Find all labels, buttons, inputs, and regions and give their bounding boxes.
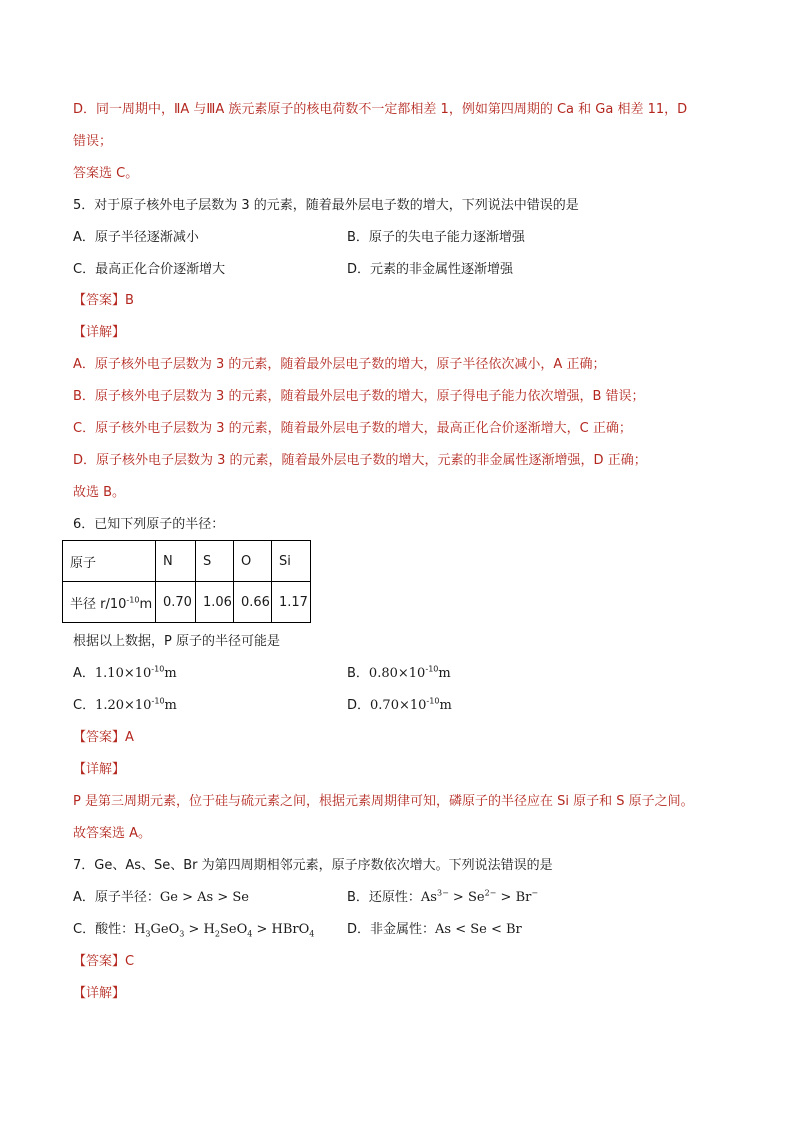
q7-option-d: D．非金属性：As < Se < Br <box>347 922 522 937</box>
q6-detail: P 是第三周期元素，位于硅与硫元素之间，根据元素周期律可知，磷原子的半径应在 Si 原子和 S 原子之间。 <box>73 794 694 809</box>
q6-answer-tag: 【答案】 <box>73 730 126 745</box>
q5-answer-line <box>73 292 134 310</box>
table-header-atom: 原子 <box>63 541 156 582</box>
q6-option-b: B．$0.80\times 10^{-10}m$ <box>347 664 451 681</box>
table-row <box>63 582 311 623</box>
q6-option-c: C．$1.20\times 10^{-10}m$ <box>73 696 177 713</box>
table-header-radius: 半径 $r/10^{-10}m$ <box>63 582 156 623</box>
q5-option-d: D．元素的非金属性逐渐增强 <box>347 262 514 277</box>
q6-follow: 根据以上数据，P 原子的半径可能是 <box>73 634 280 649</box>
q7-stem: 7．Ge、As、Se、Br 为第四周期相邻元素，原子序数依次增大。下列说法错误的是 <box>73 858 553 873</box>
prev-option-d-line1: D．同一周期中，ⅡA 与ⅢA 族元素原子的核电荷数不一定都相差 1，例如第四周期的 Ca 和 Ga 相差 11，D <box>73 102 688 117</box>
table-cell-atom: O <box>234 541 272 582</box>
q6-option-a: A．$1.10\times 10^{-10}m$ <box>73 664 177 681</box>
q7-option-a: A．原子半径：Ge > As > Se <box>73 890 249 905</box>
q5-option-c: C．最高正化合价逐渐增大 <box>73 262 226 277</box>
q7-answer-tag: 【答案】 <box>73 954 126 969</box>
q5-option-b: B．原子的失电子能力逐渐增强 <box>347 230 525 245</box>
q5-conclusion: 故选 B。 <box>73 485 126 500</box>
q5-option-a: A．原子半径逐渐减小 <box>73 230 199 245</box>
q6-answer: A <box>125 730 134 745</box>
table-cell-radius: 1.17 <box>272 582 311 623</box>
atomic-radius-table <box>62 540 311 623</box>
q6-option-d: D．$0.70\times 10^{-10}m$ <box>347 696 452 713</box>
q6-stem: 6．已知下列原子的半径： <box>73 517 225 532</box>
q5-answer: B <box>125 293 134 308</box>
q5-detail-b: B．原子核外电子层数为 3 的元素，随着最外层电子数的增大，原子得电子能力依次增强，B 错误； <box>73 389 645 404</box>
table-row <box>63 541 311 582</box>
table-cell-atom: N <box>156 541 196 582</box>
table-cell-atom: S <box>196 541 234 582</box>
table-cell-radius: 1.06 <box>196 582 234 623</box>
table-cell-atom: Si <box>272 541 311 582</box>
table-cell-radius: 0.70 <box>156 582 196 623</box>
prev-option-d-line2: 错误； <box>73 134 113 149</box>
q7-answer-line <box>73 953 134 971</box>
q6-answer-line <box>73 729 134 747</box>
q5-detail-tag: 【详解】 <box>73 325 126 340</box>
q5-detail-c: C．原子核外电子层数为 3 的元素，随着最外层电子数的增大，最高正化合价逐渐增大，C 正确； <box>73 421 632 436</box>
prev-conclusion: 答案选 C。 <box>73 166 139 181</box>
q6-detail-tag: 【详解】 <box>73 762 126 777</box>
q5-stem: 5．对于原子核外电子层数为 3 的元素，随着最外层电子数的增大，下列说法中错误的是 <box>73 198 579 213</box>
q7-option-c: C．酸性：$H_3GeO_3 > H_2SeO_4$ > HBrO$_4$ <box>73 922 315 939</box>
q5-detail-d: D．原子核外电子层数为 3 的元素，随着最外层电子数的增大，元素的非金属性逐渐增强，D 正确； <box>73 453 647 468</box>
q7-option-b: B．还原性：$As^{3-} > Se^{2-} > Br^-$ <box>347 888 539 905</box>
q5-answer-tag: 【答案】 <box>73 293 126 308</box>
q6-conclusion: 故答案选 A。 <box>73 826 152 841</box>
q5-detail-a: A．原子核外电子层数为 3 的元素，随着最外层电子数的增大，原子半径依次减小，A 正确； <box>73 357 606 372</box>
table-cell-radius: 0.66 <box>234 582 272 623</box>
q7-detail-tag: 【详解】 <box>73 986 126 1001</box>
q7-answer: C <box>125 954 135 969</box>
